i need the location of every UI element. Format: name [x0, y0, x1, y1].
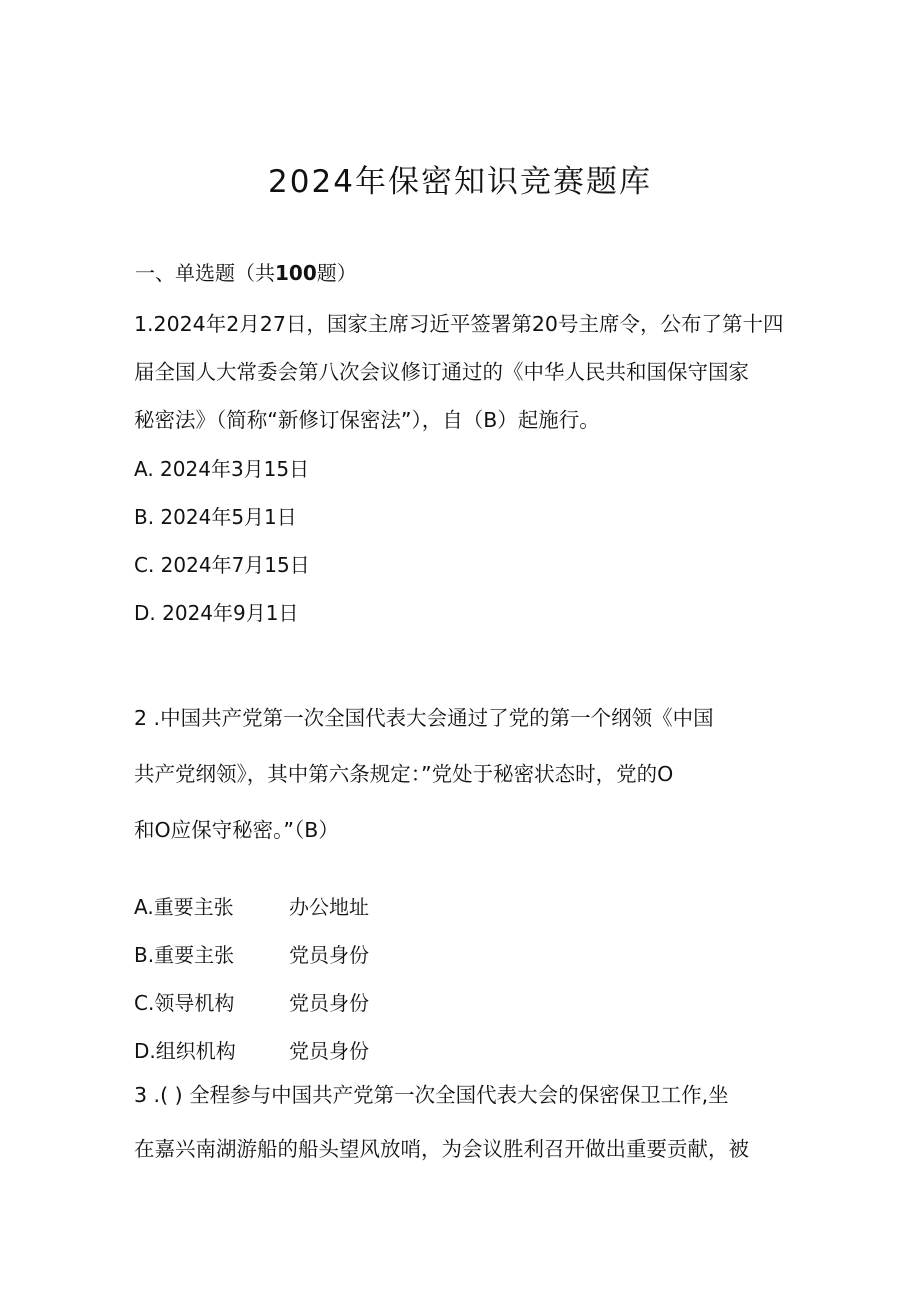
option-value: 党员身份 — [289, 991, 369, 1015]
question-line: 和O应保守秘密。”（B） — [134, 818, 339, 842]
option-label: D.组织机构 — [134, 1039, 236, 1063]
option-label: B.重要主张 — [134, 943, 235, 967]
section-suffix: 题） — [316, 261, 357, 285]
option-label: C.领导机构 — [134, 991, 235, 1015]
question-line: 3 .( ) 全程参与中国共产党第一次全国代表大会的保密保卫工作,坐 — [134, 1083, 729, 1107]
question-line: 届全国人大常委会第八次会议修订通过的《中华人民共和国保守国家 — [134, 360, 749, 384]
q1-option-d: D. 2024年9月1日 — [134, 601, 299, 625]
option-value: 党员身份 — [289, 1039, 369, 1063]
question-line: 2 .中国共产党第一次全国代表大会通过了党的第一个纲领《中国 — [134, 706, 714, 730]
q2-option-c — [134, 987, 369, 1016]
question-line: 1.2024年2月27日，国家主席习近平签署第20号主席令，公布了第十四 — [134, 312, 784, 336]
question-line: 秘密法》（简称“新修订保密法”），自（B）起施行。 — [134, 408, 600, 432]
option-value: 办公地址 — [289, 895, 369, 919]
option-label: A.重要主张 — [134, 895, 234, 919]
option-value: 党员身份 — [289, 943, 369, 967]
question-line: 在嘉兴南湖游船的船头望风放哨，为会议胜利召开做出重要贡献，被 — [134, 1137, 749, 1161]
question-line: 共产党纲领》，其中第六条规定：”党处于秘密状态时，党的O — [134, 762, 674, 786]
q2-option-a — [134, 891, 369, 920]
question-1-text — [134, 300, 794, 444]
q1-option-a: A. 2024年3月15日 — [134, 457, 310, 481]
section-heading — [135, 257, 357, 286]
document-title: 2024年保密知识竞赛题库 — [268, 164, 652, 200]
question-3-text — [134, 1068, 794, 1176]
section-count: 100 — [275, 261, 317, 285]
q2-option-b — [134, 939, 369, 968]
q2-option-d — [134, 1035, 369, 1064]
q1-option-c: C. 2024年7月15日 — [134, 553, 310, 577]
section-prefix: 一、单选题（共 — [135, 261, 275, 285]
question-2-text — [134, 690, 794, 858]
q1-option-b: B. 2024年5月1日 — [134, 505, 297, 529]
